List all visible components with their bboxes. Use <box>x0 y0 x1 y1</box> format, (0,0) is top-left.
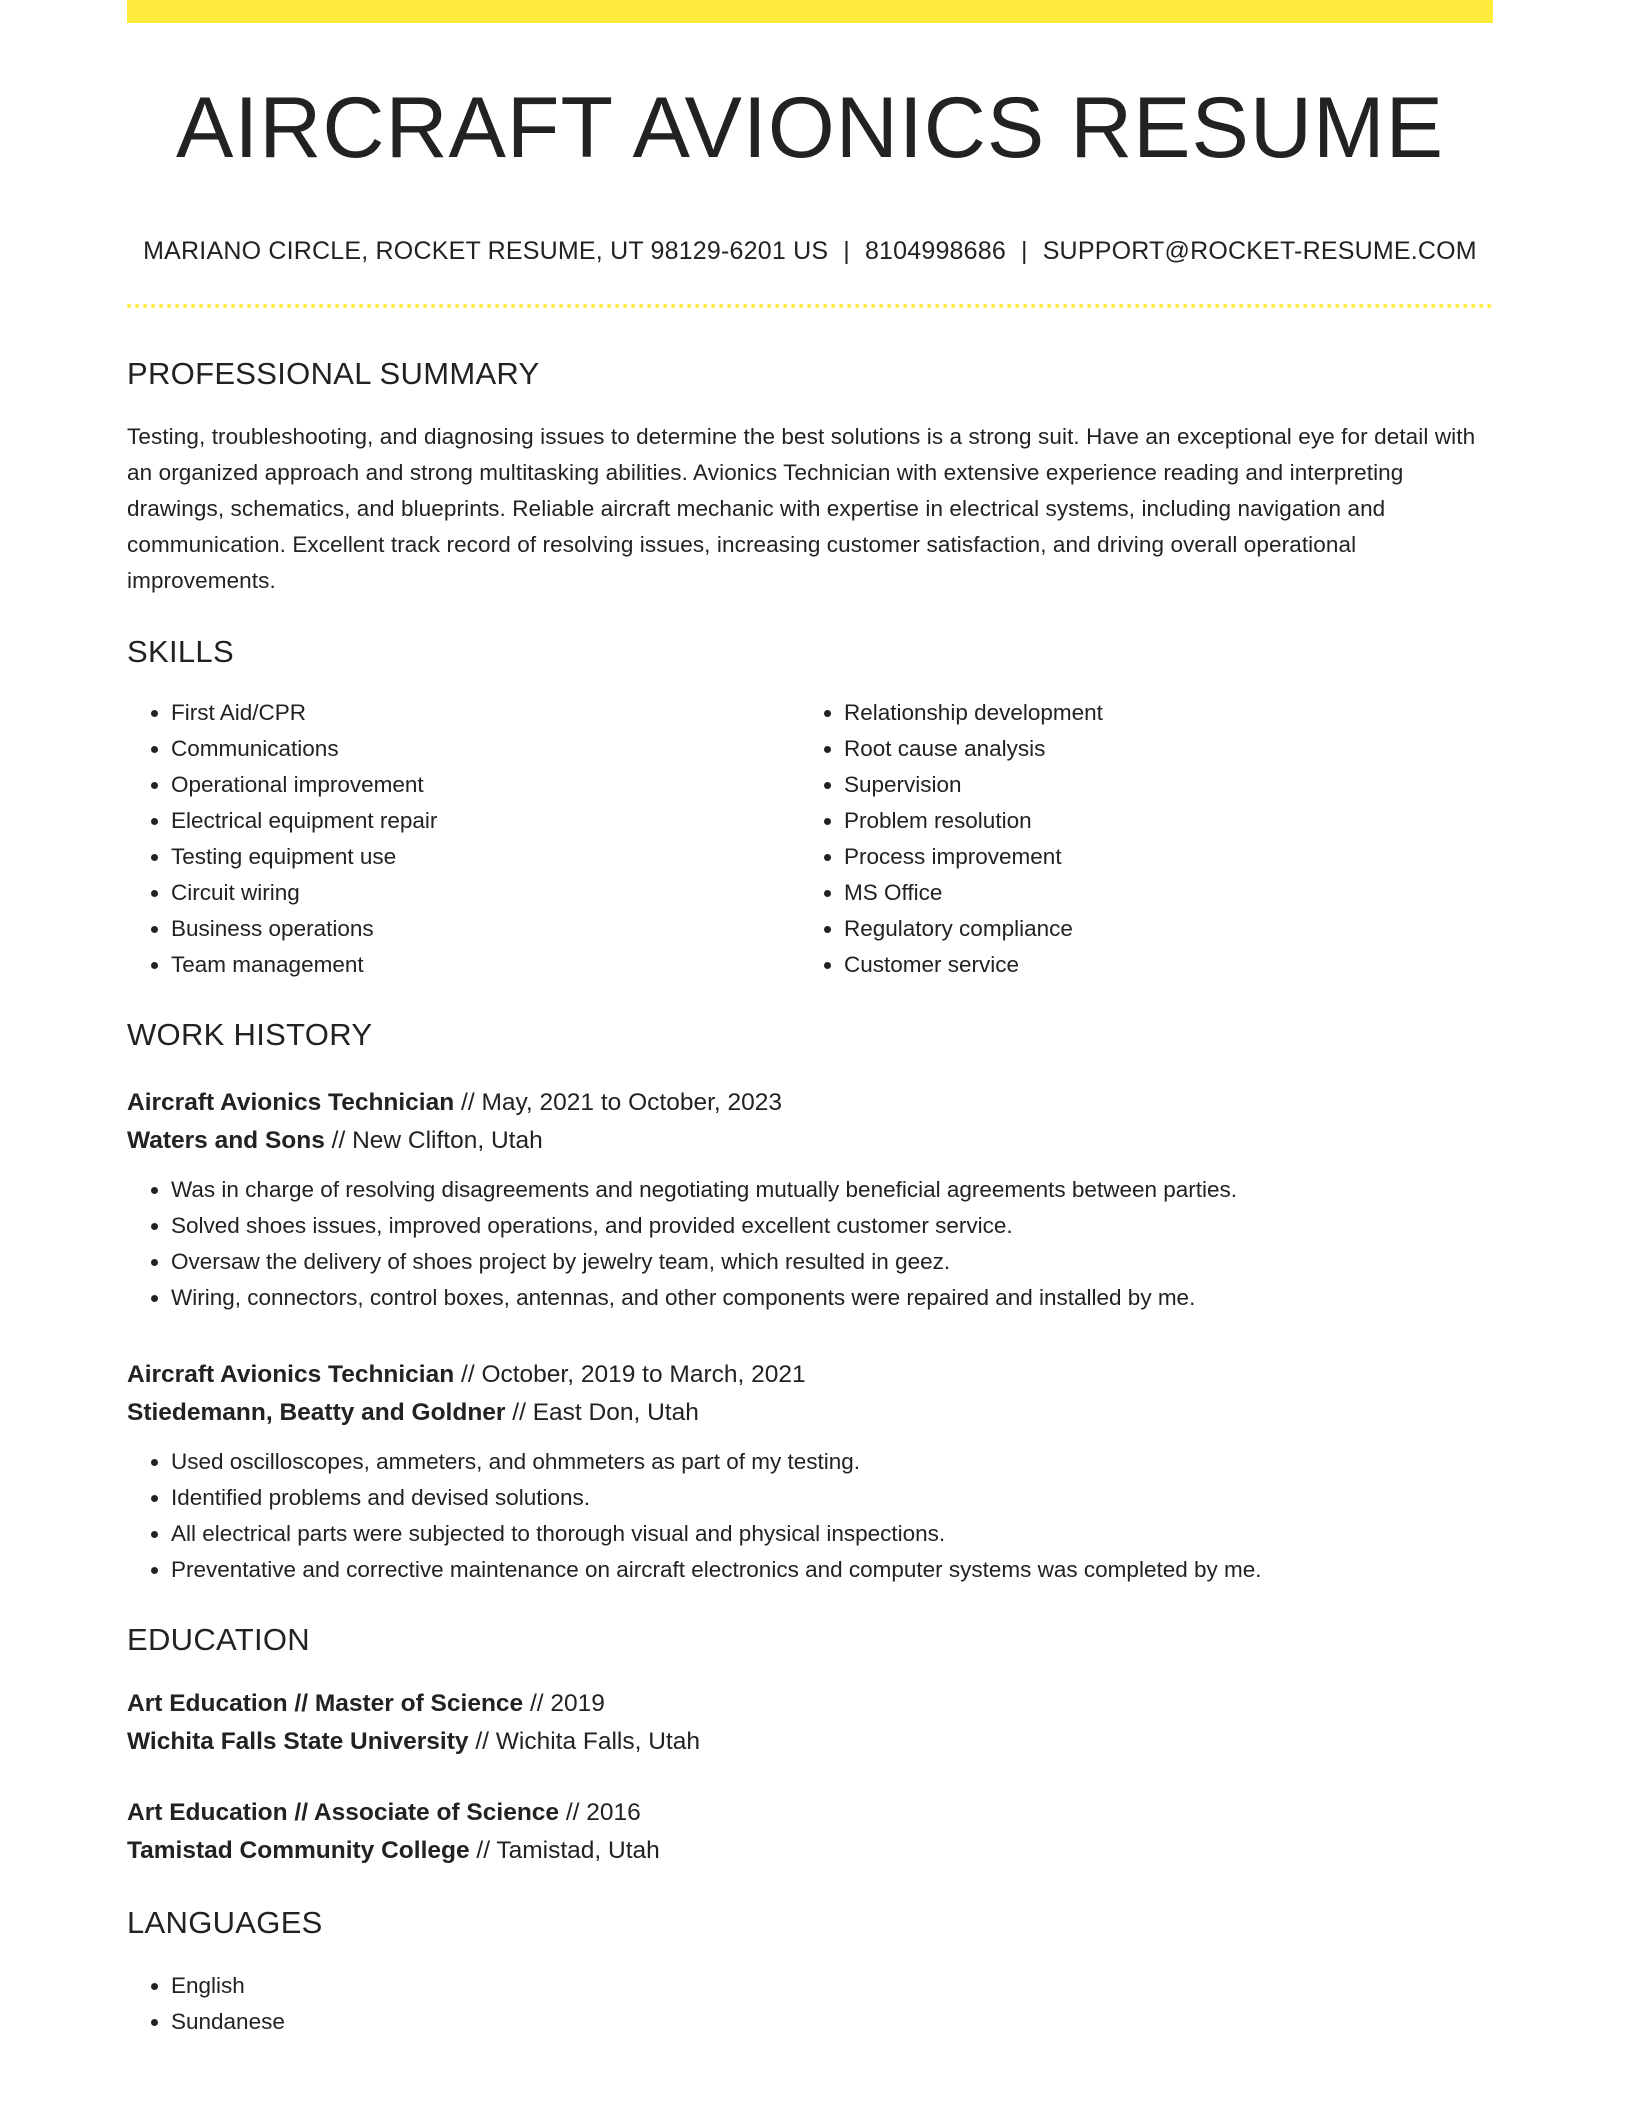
skill-item: • Process improvement <box>844 839 1473 875</box>
job-role: Aircraft Avionics Technician <box>127 1089 455 1116</box>
job-role: Aircraft Avionics Technician <box>127 1361 455 1388</box>
job-entry <box>127 1356 1493 1588</box>
job-location: // New Clifton, Utah <box>324 1127 543 1154</box>
skill-item: • Root cause analysis <box>844 731 1473 767</box>
dotted-divider <box>127 304 1493 308</box>
skill-item: • First Aid/CPR <box>171 695 800 731</box>
resume-page <box>127 0 1493 2040</box>
skill-item: • Relationship development <box>844 695 1473 731</box>
job-bullet: • Identified problems and devised solutions. <box>171 1480 1493 1516</box>
school-line <box>127 1832 1493 1870</box>
job-title-line <box>127 1084 1493 1122</box>
education-entry <box>127 1685 1493 1761</box>
languages-heading: LANGUAGES <box>127 1905 323 1940</box>
job-company-line <box>127 1122 1493 1160</box>
skill-item: • Communications <box>171 731 800 767</box>
skill-item: • Supervision <box>844 767 1473 803</box>
skill-item: • Problem resolution <box>844 803 1473 839</box>
school: Wichita Falls State University <box>127 1728 469 1755</box>
summary-heading: PROFESSIONAL SUMMARY <box>127 356 540 391</box>
school-location: // Wichita Falls, Utah <box>468 1728 700 1755</box>
phone: 8104998686 <box>864 237 1006 265</box>
work-history-heading: WORK HISTORY <box>127 1017 373 1052</box>
address: MARIANO CIRCLE, ROCKET RESUME, UT 98129-6201 US <box>143 237 829 265</box>
job-location: // East Don, Utah <box>505 1399 699 1426</box>
resume-title: AIRCRAFT AVIONICS RESUME <box>175 80 1445 176</box>
skill-item: • Electrical equipment repair <box>171 803 800 839</box>
job-entry <box>127 1084 1493 1316</box>
education-heading: EDUCATION <box>127 1622 310 1657</box>
education-entry <box>127 1794 1493 1870</box>
school-line <box>127 1723 1493 1761</box>
job-bullet: • Preventative and corrective maintenance on aircraft electronics and computer systems was completed by me. <box>171 1552 1493 1588</box>
job-company: Waters and Sons <box>127 1127 325 1154</box>
job-bullet: • All electrical parts were subjected to thorough visual and physical inspections. <box>171 1516 1493 1552</box>
degree-line <box>127 1794 1493 1832</box>
top-accent-bar <box>127 0 1493 23</box>
school: Tamistad Community College <box>127 1837 470 1864</box>
skills-list-right <box>800 695 1473 983</box>
job-bullets <box>127 1444 1493 1588</box>
skill-item: • MS Office <box>844 875 1473 911</box>
contact-separator: | <box>1020 237 1028 265</box>
skill-item: • Testing equipment use <box>171 839 800 875</box>
job-bullet: • Wiring, connectors, control boxes, antennas, and other components were repaired and installed by me. <box>171 1280 1493 1316</box>
job-bullet: • Solved shoes issues, improved operations, and provided excellent customer service. <box>171 1208 1493 1244</box>
job-title-line <box>127 1356 1493 1394</box>
language-item: • Sundanese <box>171 2004 1493 2040</box>
degree-line <box>127 1685 1493 1723</box>
email: SUPPORT@ROCKET-RESUME.COM <box>1042 237 1477 265</box>
skill-item: • Circuit wiring <box>171 875 800 911</box>
job-bullet: • Used oscilloscopes, ammeters, and ohmmeters as part of my testing. <box>171 1444 1493 1480</box>
summary-text: Testing, troubleshooting, and diagnosing issues to determine the best solutions is a strong suit. Have an exceptional eye for detail with an organized approach and strong multitasking abilities. Avionics Technician with extensive experience reading and interpreting drawings, schematics, and blueprints. Reliable aircraft mechanic with expertise in electrical systems, including navigation and communication. Excellent track record of resolving issues, increasing customer satisfaction, and driving overall operational improvements. <box>127 424 1476 593</box>
skill-item: • Team management <box>171 947 800 983</box>
degree-year: // 2016 <box>559 1799 641 1826</box>
skill-item: • Operational improvement <box>171 767 800 803</box>
skill-item: • Business operations <box>171 911 800 947</box>
language-item: • English <box>171 1968 1493 2004</box>
languages-list <box>127 1968 1493 2040</box>
contact-line <box>127 239 1493 264</box>
skills-list-left <box>127 695 800 983</box>
job-company-line <box>127 1394 1493 1432</box>
degree: Art Education // Associate of Science <box>127 1799 560 1826</box>
job-dates: // October, 2019 to March, 2021 <box>454 1361 806 1388</box>
school-location: // Tamistad, Utah <box>469 1837 660 1864</box>
skills-columns <box>127 695 1493 983</box>
contact-separator: | <box>843 237 850 265</box>
skill-item: • Regulatory compliance <box>844 911 1473 947</box>
degree: Art Education // Master of Science <box>127 1690 524 1717</box>
job-dates: // May, 2021 to October, 2023 <box>454 1089 782 1116</box>
skill-item: • Customer service <box>844 947 1473 983</box>
job-bullet: • Was in charge of resolving disagreements and negotiating mutually beneficial agreements between parties. <box>171 1172 1493 1208</box>
skills-heading: SKILLS <box>127 634 234 669</box>
job-company: Stiedemann, Beatty and Goldner <box>127 1399 506 1426</box>
degree-year: // 2019 <box>523 1690 605 1717</box>
job-bullets <box>127 1172 1493 1316</box>
job-bullet: • Oversaw the delivery of shoes project by jewelry team, which resulted in geez. <box>171 1244 1493 1280</box>
